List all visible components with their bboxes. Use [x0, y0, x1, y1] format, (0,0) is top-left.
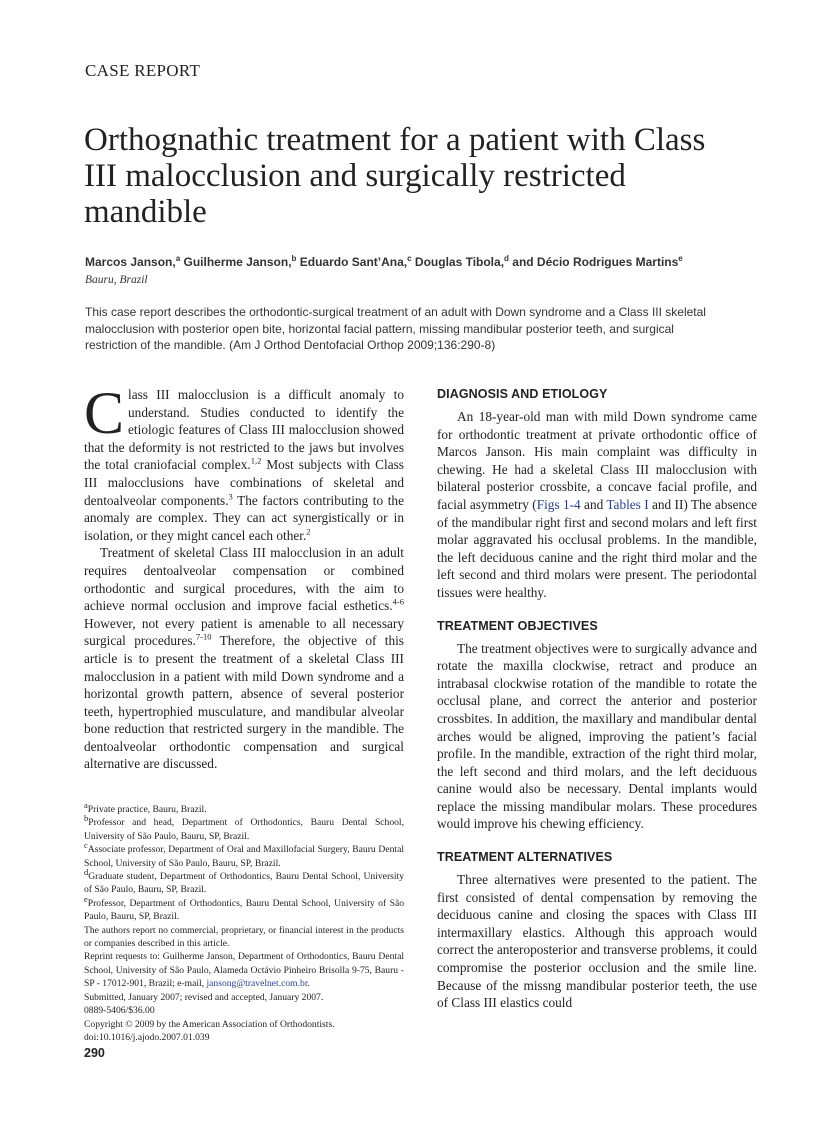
author-name: and Décio Rodrigues Martins: [512, 255, 679, 269]
author-location: Bauru, Brazil: [85, 274, 148, 286]
body-paragraph: An 18-year-old man with mild Down syndrome came for orthodontic treatment at private orthodontic office of Marcos Janson. His main complaint was difficulty in chewing. He had a skeletal Class III malocclusion with bilateral posterior crossbite, a concave facial profile, and facial asymmetry (Figs 1-4 and Tables I and II) The absence of the mandibular right first and second molars and left first molar aggravated his occlusal problems. In the mandible, the left deciduous canine and the right third molar and the left second and third molars were present. The periodontal tissues were healthy.: [437, 409, 757, 600]
section-heading: DIAGNOSIS AND ETIOLOGY: [437, 387, 608, 401]
citation: 3: [228, 491, 233, 502]
affiliation-mark: d: [504, 254, 509, 263]
author-name: Guilherme Janson,: [183, 255, 292, 269]
interest-statement: The authors report no commercial, proprietary, or financial interest in the products or companies described in this article.: [84, 924, 404, 950]
footnote: $^b$Professor and head, Department of Orthodontics, Bauru Dental School, University of São Paulo, Bauru, SP, Brazil.: [84, 813, 404, 842]
footnote: $^d$Graduate student, Department of Orthodontics, Bauru Dental School, University of São Paulo, Bauru, SP, Brazil.: [84, 866, 404, 896]
citation: 4-6: [392, 596, 404, 607]
citation: 1,2: [250, 455, 262, 466]
section-label: CASE REPORT: [85, 61, 201, 80]
page-number: 290: [84, 1046, 105, 1060]
email-link[interactable]: jansong@travelnet.com.br: [206, 978, 308, 990]
footnote: $^e$Professor, Department of Orthodontics, Bauru Dental School, University of São Paulo, Bauru, SP, Brazil.: [84, 893, 404, 923]
table-link[interactable]: Tables I: [606, 496, 649, 512]
right-column: [437, 386, 757, 1028]
reprint-requests: Reprint requests to: Guilherme Janson, Department of Orthodontics, Bauru Dental School, University of São Paulo, Alameda Octávio Pinheiro Brisolla 9-75, Bauru - SP - 17012-901, Brazil; e-mail, jansong@travelnet.com.br.: [84, 951, 404, 990]
author-name: Marcos Janson,: [85, 255, 176, 269]
section-heading: TREATMENT ALTERNATIVES: [437, 850, 613, 865]
submission-dates: Submitted, January 2007; revised and accepted, January 2007.: [84, 991, 324, 1003]
drop-cap: C: [84, 380, 125, 446]
author-name: Douglas Tibola,: [414, 255, 505, 269]
body-paragraph: Three alternatives were presented to the patient. The first consisted of dental compensation by removing the deciduous canine and closing the spaces with Class III intermaxillary elastics. Although this approach would correct the anteroposterior and transverse problems, it could compromise the posterior occlusion and the smile line. Because of the missng mandibular posterior teeth, the use of Class III elastics could: [437, 872, 757, 1011]
section-heading: TREATMENT OBJECTIVES: [437, 618, 598, 633]
citation: 2: [306, 526, 311, 537]
body-paragraph: The treatment objectives were to surgically advance and rotate the maxilla clockwise, retract and produce an intrabasal clockwise rotation of the mandible to rotate the occlusal plane, and correct the anterior and posterior crossbites. In addition, the maxillary and mandibular dental arches would be aligned, improving the patient’s facial profile. In the mandible, extraction of the right third molar, the left second and third molars, and the left deciduous canine would also be necessary. Dental implants would replace the missing mandibular molars. These procedures would improve his chewing efficiency.: [437, 640, 757, 832]
footnote: $^c$Associate professor, Department of Oral and Maxillofacial Surgery, Bauru Dental School, University of São Paulo, Bauru, SP, Brazil.: [84, 840, 404, 869]
abstract: This case report describes the orthodontic-surgical treatment of an adult with Down syndrome and a Class III skeletal malocclusion with posterior open bite, horizontal facial pattern, missing mandibular posterior teeth, and surgical restriction of the mandible. (Am J Orthod Dentofacial Orthop 2009;136:290-8): [85, 305, 706, 352]
affiliation-mark: e: [678, 254, 683, 263]
author-name: Eduardo Sant’Ana,: [299, 255, 408, 269]
copyright: Copyright © 2009 by the American Association of Orthodontists.: [84, 1018, 335, 1030]
affiliation-mark: a: [175, 254, 181, 263]
footnote: $^a$Private practice, Bauru, Brazil.: [84, 799, 207, 815]
left-column: [84, 380, 404, 773]
issn: 0889-5406/$36.00: [84, 1005, 155, 1017]
affiliation-mark: b: [291, 254, 297, 263]
author-list: [85, 255, 775, 269]
article-title: Orthognathic treatment for a patient with Class III malocclusion and surgically restricted mandible: [84, 122, 706, 230]
citation: 7-10: [195, 631, 212, 642]
intro-paragraph: Class III malocclusion is a difficult anomaly to understand. Studies conducted to identify the etiologic features of Class III malocclusion showed that the deformity is not restricted to the jaws but involves the total craniofacial complex.$^{1,2}$ Most subjects with Class III malocclusions have combinations of skeletal and dentoalveolar components.$^3$ The factors contributing to the anomaly are complex. They can act synergistically or in isolation, or they might cancel each other.$^2$: [84, 380, 404, 543]
figure-link[interactable]: Figs 1-4: [536, 496, 581, 512]
affiliation-mark: c: [407, 254, 412, 263]
intro-paragraph: Treatment of skeletal Class III malocclusion in an adult requires dentoalveolar compensation or combined orthodontic and surgical procedures, with the aim to achieve normal occlusion and improve facial esthetics.$^{4-6}$ However, not every patient is amenable to all necessary surgical procedures.$^{7-10}$ Therefore, the objective of this article is to present the treatment of a skeletal Class III malocclusion in a patient with mild Down syndrome and a horizontal growth pattern, absence of several posterior teeth, hypertrophied musculature, and mandibular alveolar bone reduction that restricted surgery in the mandible. The dentoalveolar orthodontic compensation and surgical alternative are discussed.: [84, 545, 404, 772]
doi: doi:10.1016/j.ajodo.2007.01.039: [84, 1031, 210, 1043]
footnotes: [84, 799, 404, 1044]
